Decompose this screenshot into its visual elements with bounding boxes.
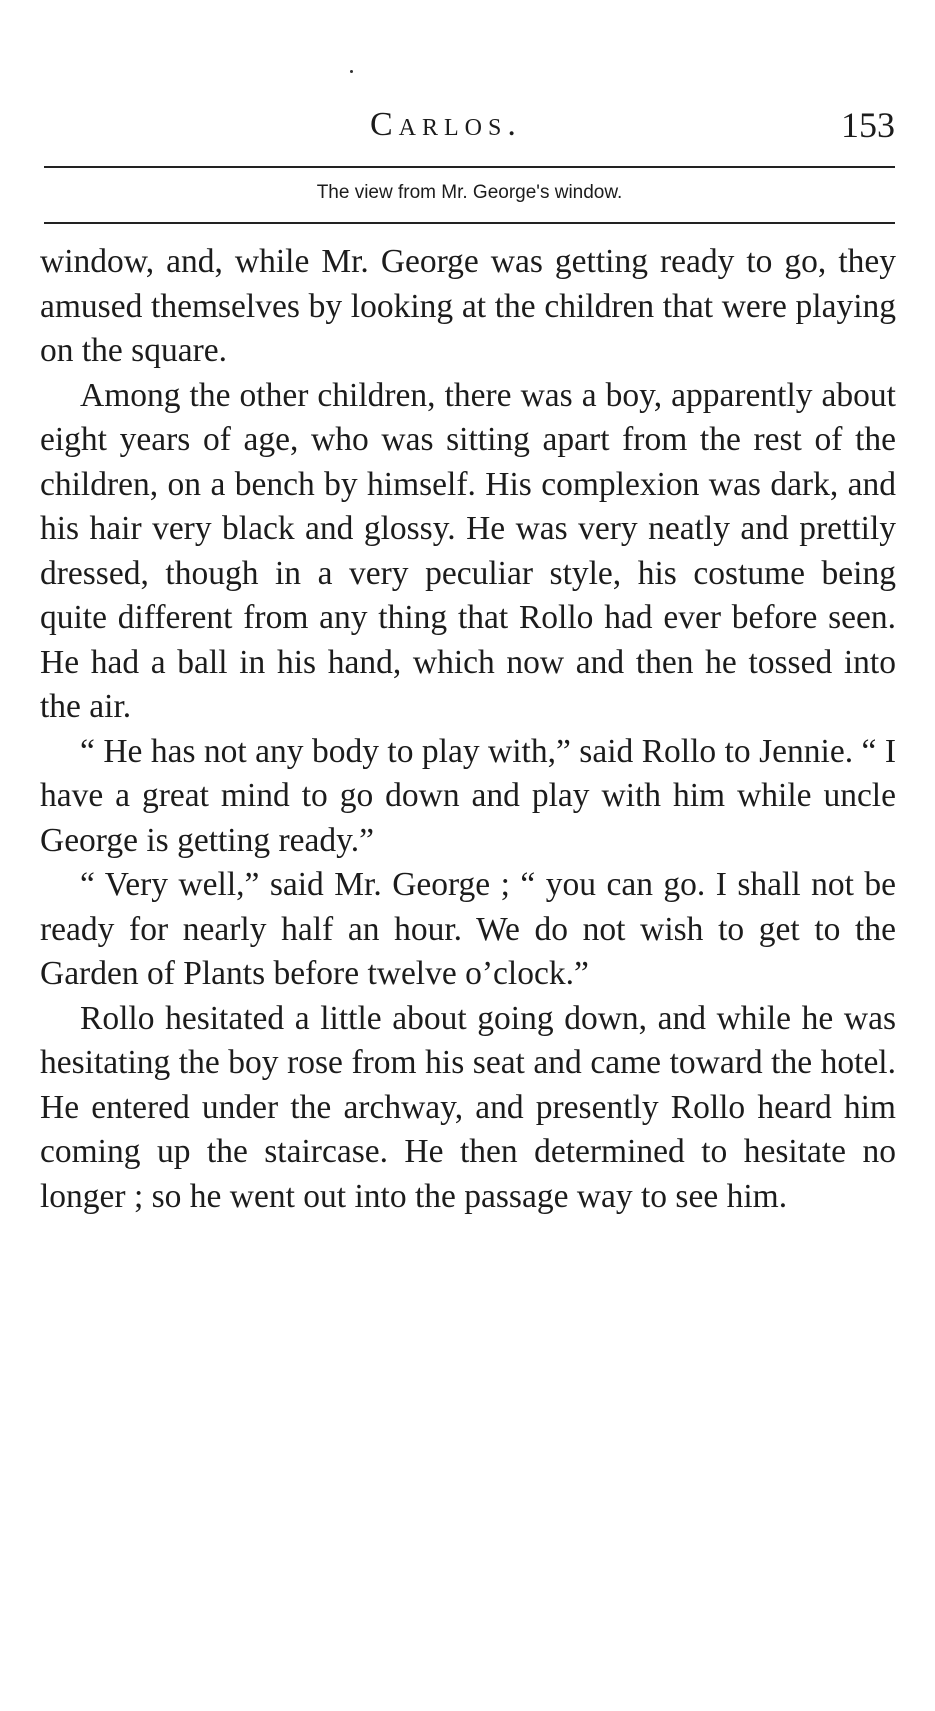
page-number: 153 — [841, 105, 895, 145]
ink-speck — [350, 70, 353, 73]
section-subtitle: The view from Mr. George's window. — [316, 182, 623, 203]
running-title: Carlos. — [370, 106, 522, 143]
header-rule-top — [44, 166, 895, 168]
paragraph: window, and, while Mr. George was getting ready to go, they amused themselves by looking at the children that were playing on the square. — [40, 243, 896, 369]
page-header — [40, 100, 895, 160]
paragraph: Among the other children, there was a boy, apparently about eight years of age, who was sitting apart from the rest of the children, on a bench by himself. His complexion was dark, and his hair very black and glossy. He was very neatly and prettily dressed, though in a very peculiar style, his costume being quite different from any thing that Rollo had ever before seen. He had a ball in his hand, which now and then he tossed into the air. — [40, 376, 896, 725]
paragraph: “ He has not any body to play with,” said Rollo to Jennie. “ I have a great mind to go down and play with him while uncle George is getting ready.” — [40, 732, 896, 859]
header-rule-bottom — [44, 222, 895, 224]
body-text — [40, 240, 896, 1219]
paragraph: Rollo hesitated a little about going down, and while he was hesitating the boy rose from his seat and came toward the hotel. He entered under the archway, and presently Rollo heard him coming up the staircase. He then determined to hesitate no longer ; so he went out into the passage way to see him. — [40, 999, 896, 1215]
paragraph: “ Very well,” said Mr. George ; “ you can go. I shall not be ready for nearly half an hour. We do not wish to get to the Garden of Plants before twelve o’clock.” — [40, 866, 896, 992]
